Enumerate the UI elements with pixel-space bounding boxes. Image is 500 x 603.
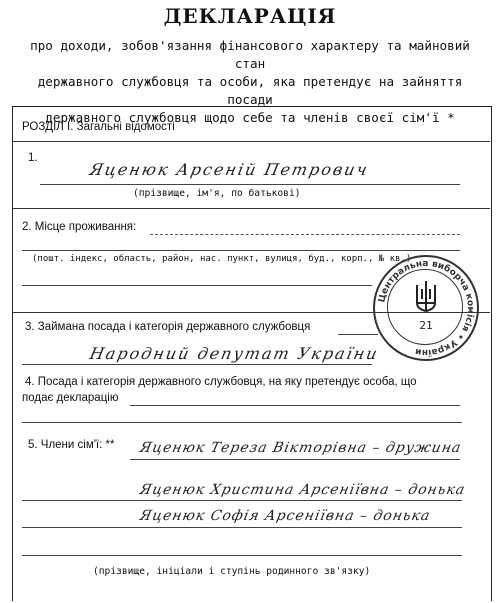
field3-handwritten-position: Народний депутат України <box>87 344 381 363</box>
subtitle-line-3: державного службовця щодо себе та членів своєї сім'ї * <box>45 110 455 125</box>
stamp-ring-text: Центральна виборча комісія • України <box>377 258 476 358</box>
field1-number: 1. <box>28 152 38 164</box>
field1-underline <box>40 184 460 185</box>
subtitle-line-2: державного службовця та особи, яка претендує на зайняття посади <box>37 74 463 107</box>
field2-underline <box>150 234 460 235</box>
official-stamp <box>373 255 479 361</box>
field5-label: 5. Члени сім'ї: ** <box>28 439 115 451</box>
family-member-3: Яценюк Софія Арсеніївна – донька <box>138 508 433 524</box>
field4-label-line2: подає декларацію <box>22 392 119 404</box>
section-heading: РОЗДІЛ I. Загальні відомості <box>22 121 175 133</box>
field2-label: 2. Місце проживання: <box>22 221 137 233</box>
subtitle-line-1: про доходи, зобов'язання фінансового характеру та майновий стан <box>30 38 470 71</box>
family-member-2: Яценюк Христина Арсеніївна – донька <box>138 482 467 498</box>
field1-hint: (прізвище, ім'я, по батькові) <box>133 188 301 199</box>
field3-label: 3. Займана посада і категорія державного службовця <box>25 321 311 333</box>
divider <box>12 141 490 142</box>
divider <box>12 208 490 209</box>
field2-line <box>22 250 460 251</box>
field4-underline <box>130 405 460 406</box>
field3-underline <box>338 334 378 335</box>
family-member-1: Яценюк Тереза Вікторівна – дружина <box>138 440 464 456</box>
document-title: ДЕКЛАРАЦІЯ <box>163 4 337 28</box>
field5-line-2 <box>22 500 462 501</box>
field2-line-2 <box>22 285 372 286</box>
field1-handwritten-name: Яценюк Арсеній Петрович <box>87 160 371 179</box>
field3-line <box>22 364 372 365</box>
field5-line-4 <box>22 555 462 556</box>
stamp-emblem-icon <box>375 257 477 359</box>
field5-hint: (прізвище, ініціали і ступінь родинного зв'язку) <box>93 566 371 577</box>
field5-line-3 <box>22 527 462 528</box>
field4-label-line1: 4. Посада і категорія державного службовця, на яку претендує особа, що <box>25 376 417 388</box>
field4-line <box>22 422 462 423</box>
stamp-number: 21 <box>419 319 433 332</box>
field2-hint: (пошт. індекс, область, район, нас. пункт, вулиця, буд., корп., № кв.) <box>32 254 412 264</box>
field5-line-1 <box>130 459 460 460</box>
